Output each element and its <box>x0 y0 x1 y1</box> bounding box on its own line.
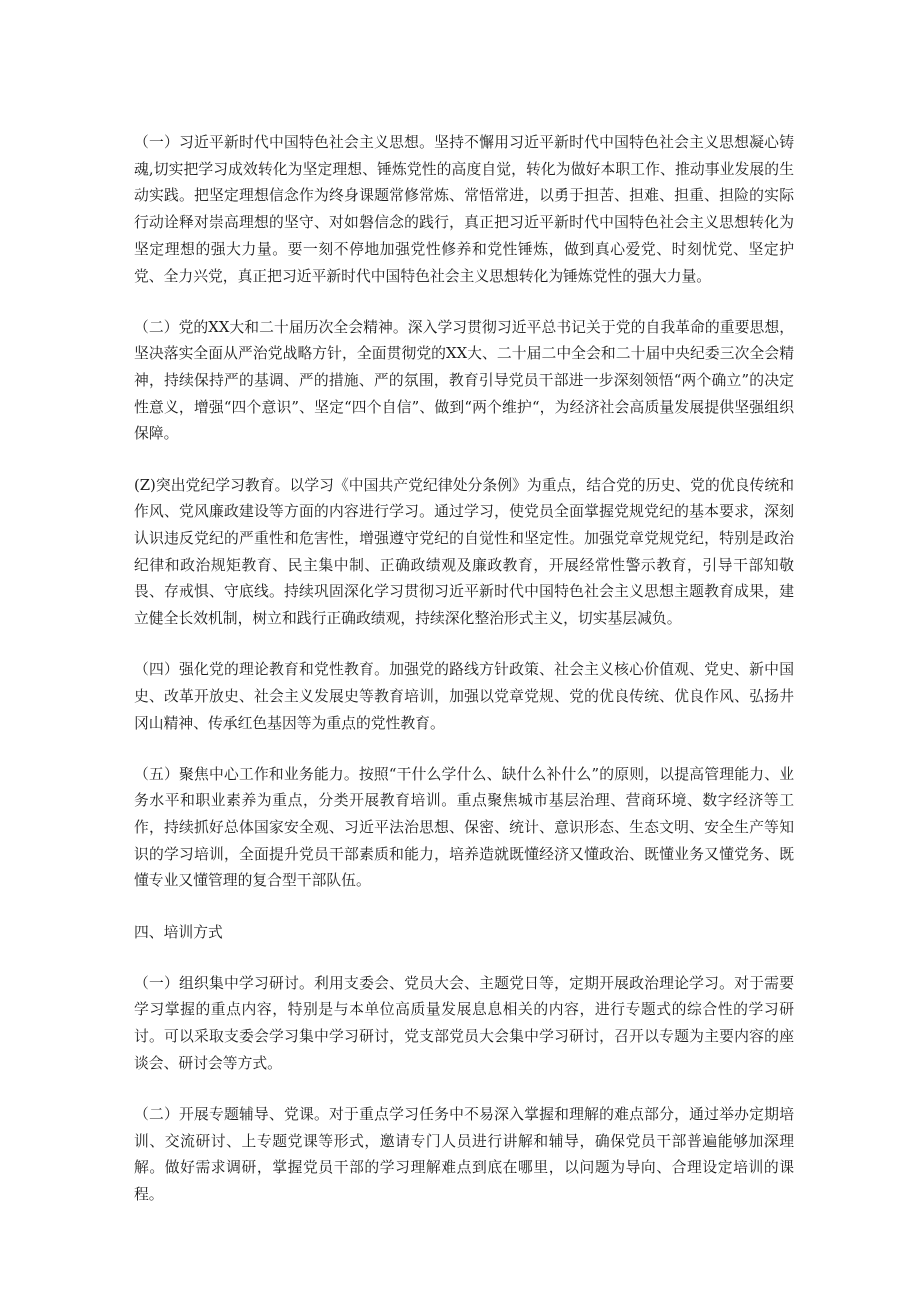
document-body <box>134 130 794 1233</box>
paragraph-business-ability: （五）聚焦中心工作和业务能力。按照“干什么学什么、缺什么补什么”的原则，以提高管理能力、业务水平和职业素养为重点，分类开展教育培训。重点聚焦城市基层治理、营商环境、数字经济等工作，持续抓好总体国家安全观、习近平法治思想、保密、统计、意识形态、生态文明、安全生产等知识的学习培训，全面提升党员干部素质和能力，培养造就既懂经济又懂政治、既懂业务又懂党务、既懂专业又懂管理的复合型干部队伍。 <box>134 765 794 890</box>
paragraph-group-study: （一）组织集中学习研讨。利用支委会、党员大会、主题党日等，定期开展政治理论学习。对于需要学习掌握的重点内容，特别是与本单位高质量发展息息相关的内容，进行专题式的综合性的学习研讨。可以采取支委会学习集中学习研讨，党支部党员大会集中学习研讨，召开以专题为主要内容的座谈会、研讨会等方式。 <box>134 974 794 1072</box>
paragraph-congress-spirit: （二）党的XX大和二十届历次全会精神。深入学习贯彻习近平总书记关于党的自我革命的重要思想，坚决落实全面从严治党战略方针，全面贯彻党的XX大、二十届二中全会和二十届中央纪委三次全会精神，持续保持严的基调、严的措施、严的氛围，教育引导党员干部进一步深刻领悟“两个确立”的决定性意义，增强“四个意识”、坚定“四个自信”、做到“两个维护“，为经济社会高质量发展提供坚强组织保障。 <box>134 318 794 443</box>
paragraph-study-thought: （一）习近平新时代中国特色社会主义思想。坚持不懈用习近平新时代中国特色社会主义思想凝心铸魂,切实把学习成效转化为坚定理想、锤炼党性的高度自觉，转化为做好本职工作、推动事业发展的生动实践。把坚定理想信念作为终身课题常修常炼、常悟常进，以勇于担苦、担难、担重、担险的实际行动诠释对崇高理想的坚守、对如磐信念的践行，真正把习近平新时代中国特色社会主义思想转化为坚定理想的强大力量。要一刻不停地加强党性修养和党性锤炼，做到真心爱党、时刻忧党、坚定护党、全力兴党，真正把习近平新时代中国特色社会主义思想转化为锤炼党性的强大力量。 <box>134 134 794 285</box>
section-heading-training-methods: 四、培训方式 <box>134 923 223 941</box>
paragraph-theory-education: （四）强化党的理论教育和党性教育。加强党的路线方针政策、社会主义核心价值观、党史、新中国史、改革开放史、社会主义发展史等教育培训，加强以党章党规、党的优良传统、优良作风、弘扬井冈山精神、传承红色基因等为重点的党性教育。 <box>134 661 794 732</box>
paragraph-special-lectures: （二）开展专题辅导、党课。对于重点学习任务中不易深入掌握和理解的难点部分，通过举办定期培训、交流研讨、上专题党课等形式，邀请专门人员进行讲解和辅导，确保党员干部普遍能够加深理解。做好需求调研，掌握党员干部的学习理解难点到底在哪里，以问题为导向、合理设定培训的课程。 <box>134 1105 794 1203</box>
paragraph-discipline-education: (Z)突出党纪学习教育。以学习《中国共产党纪律处分条例》为重点，结合党的历史、党的优良传统和作风、党风廉政建设等方面的内容进行学习。通过学习，使党员全面掌握党规党纪的基本要求，深刻认识违反党纪的严重性和危害性，增强遵守党纪的自觉性和坚定性。加强党章党规党纪，特别是政治纪律和政治规矩教育、民主集中制、正确政绩观及廉政教育，开展经常性警示教育，引导干部知敬畏、存戒惧、守底线。持续巩固深化学习贯彻习近平新时代中国特色社会主义思想主题教育成果，建立健全长效机制，树立和践行正确政绩观，持续深化整治形式主义，切实基层减负。 <box>134 476 794 628</box>
